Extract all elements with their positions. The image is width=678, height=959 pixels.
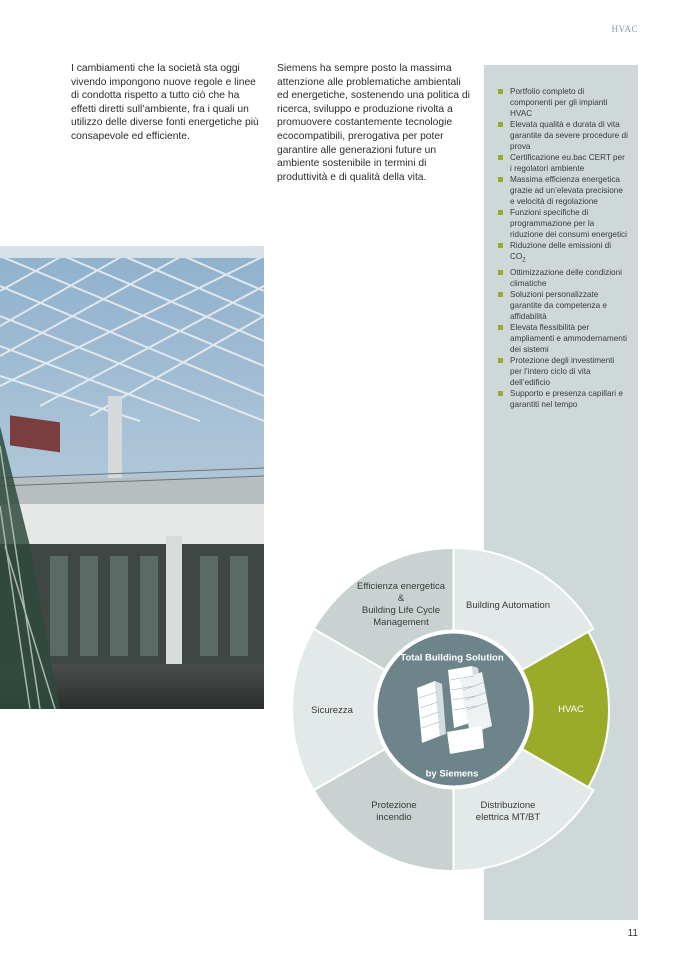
segment-hvac-label: HVAC — [558, 704, 584, 715]
feature-item: Riduzione delle emissioni di $CO_2$ — [498, 240, 628, 267]
solution-wheel — [292, 548, 615, 871]
bullet-icon — [498, 325, 503, 330]
feature-item: Funzioni specifiche di programmazione per la riduzione dei consumi energetici — [498, 207, 628, 240]
feature-item: Elevata qualità e durata di vita garantite da severe procedure di prova — [498, 119, 628, 152]
feature-item: Certificazione eu.bac CERT per i regolatori ambiente — [498, 152, 628, 174]
features-list — [498, 86, 628, 410]
bullet-icon — [498, 155, 503, 160]
bullet-icon — [498, 210, 503, 215]
wheel-center-subtitle: by Siemens — [425, 768, 479, 780]
segment-distribuzione-label: Distribuzione elettrica MT/BT — [475, 800, 541, 823]
bullet-icon — [498, 89, 503, 94]
section-header: HVAC — [611, 24, 638, 34]
bullet-icon — [498, 391, 503, 396]
segment-sicurezza-label: Sicurezza — [311, 705, 353, 716]
intro-column-1: I cambiamenti che la società sta oggi vivendo impongono nuove regole e linee di condotta rispetto a tutto ciò che ha effetti diretti sull’ambiente, fra i quali un utilizzo delle diverse fonti energetiche più consapevole ed efficiente. — [71, 63, 259, 142]
feature-item: Soluzioni personalizzate garantite da competenza e affidabilità — [498, 289, 628, 322]
intro-column-2: Siemens ha sempre posto la massima attenzione alle problematiche ambientali ed energetiche, sostenendo una politica di ricerca, sviluppo e produzione rivolta a promuovere costantemente tecnologie ecocompatibili, prerogativa per poter garantire alle generazioni future un ambiente sostenibile in termini di produttività e di qualità della vita. — [277, 63, 470, 183]
bullet-icon — [498, 358, 503, 363]
feature-item: Portfolio completo di componenti per gli impianti HVAC — [498, 86, 628, 119]
wheel-center-title: Total Building Solution — [400, 652, 504, 664]
bullet-icon — [498, 243, 503, 248]
page-number: 11 — [627, 928, 638, 939]
bullet-icon — [498, 270, 503, 275]
building-photo — [0, 246, 264, 709]
co2-subscript: 2 — [522, 257, 526, 264]
feature-item: Elevata flessibilità per ampliamenti e ammodernamenti dei sistemi — [498, 322, 628, 355]
bullet-icon — [498, 122, 503, 127]
bullet-icon — [498, 177, 503, 182]
feature-item: Protezione degli investimenti per l’intero ciclo di vita dell’edificio — [498, 355, 628, 388]
segment-efficienza-label: Efficienza energetica & Building Life Cycle Management — [356, 581, 446, 628]
segment-automation-label: Building Automation — [466, 600, 550, 611]
feature-item: Supporto e presenza capillari e garantiti nel tempo — [498, 388, 628, 410]
feature-item: Massima efficienza energetica grazie ad un’elevata precisione e velocità di regolazione — [498, 174, 628, 207]
bullet-icon — [498, 292, 503, 297]
feature-item: Ottimizzazione delle condizioni climatiche — [498, 267, 628, 289]
segment-protezione-label: Protezione incendio — [371, 800, 417, 823]
